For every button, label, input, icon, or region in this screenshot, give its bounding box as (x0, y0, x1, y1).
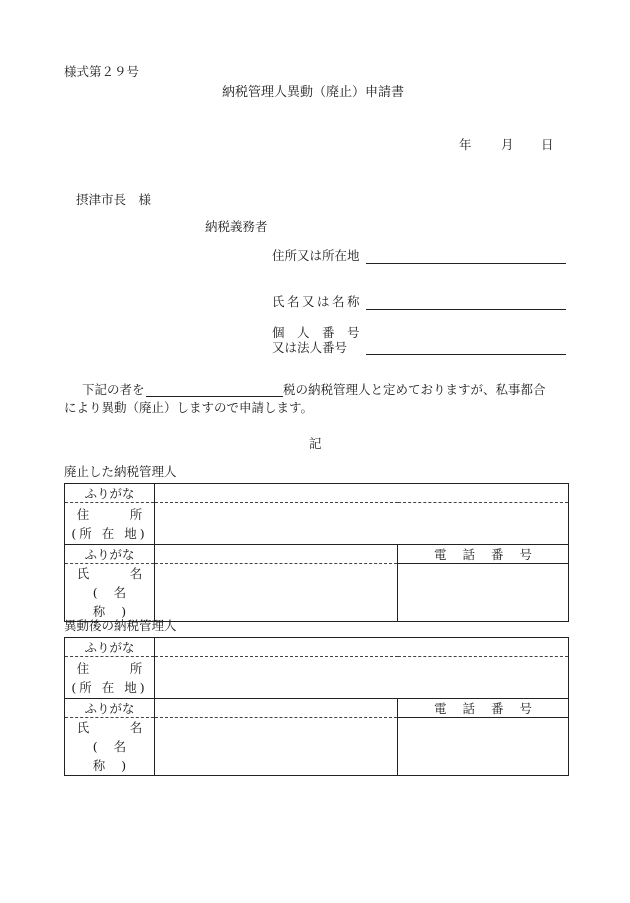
address-cell[interactable] (155, 657, 569, 699)
after-section-heading: 異動後の納税管理人 (64, 618, 177, 633)
taxpayer-number-field[interactable] (366, 354, 566, 355)
date-year: 年 (459, 137, 472, 152)
body-middle: 税の納税管理人と定めておりますが、私事都合 (283, 382, 546, 397)
tax-type-field[interactable] (146, 396, 283, 397)
phone-label (398, 545, 569, 564)
address-label-line2: (所 在 地) (71, 679, 148, 695)
name-furigana-cell[interactable] (155, 545, 398, 564)
furigana-label: ふりがな (65, 638, 155, 657)
body-prefix: 下記の者を (82, 382, 145, 397)
taxpayer-name-field[interactable] (366, 309, 566, 310)
abolished-manager-table (64, 483, 569, 622)
phone-label-text: 電話番号 (433, 547, 548, 562)
body-line2: により異動（廃止）しますので申請します。 (64, 400, 314, 415)
date-month: 月 (501, 137, 514, 152)
address-furigana-cell[interactable] (155, 638, 569, 657)
page-title: 納税管理人異動（廃止）申請書 (222, 85, 405, 100)
address-cell[interactable] (155, 503, 569, 545)
address-furigana-cell[interactable] (155, 484, 569, 503)
abolished-section-heading: 廃止した納税管理人 (64, 464, 177, 479)
address-label-line1: 住 所 (76, 660, 157, 676)
record-mark: 記 (309, 436, 322, 451)
name-cell[interactable] (155, 564, 398, 622)
taxpayer-heading: 納税義務者 (205, 219, 268, 234)
date-day: 日 (541, 137, 554, 152)
taxpayer-number-label-line2: 又は法人番号 (272, 340, 348, 355)
name-furigana-label: ふりがな (65, 699, 155, 718)
phone-cell[interactable] (398, 564, 569, 622)
phone-label-text: 電話番号 (433, 701, 548, 716)
addressee: 摂津市長 様 (76, 192, 152, 207)
name-label (65, 718, 171, 776)
taxpayer-number-label-line1: 個 人 番 号 (272, 325, 360, 340)
name-furigana-label: ふりがな (65, 545, 155, 564)
name-furigana-cell[interactable] (155, 699, 398, 718)
after-manager-table (64, 637, 569, 776)
name-label-line1: 氏 名 (76, 720, 157, 735)
name-cell[interactable] (155, 718, 398, 776)
taxpayer-address-field[interactable] (366, 263, 566, 264)
phone-cell[interactable] (398, 718, 569, 776)
address-label-line2: (所 在 地) (71, 525, 148, 541)
taxpayer-name-label: 氏名又は名称 (272, 294, 363, 309)
address-label-line1: 住 所 (76, 506, 157, 522)
form-number: 様式第２９号 (64, 64, 140, 79)
name-label-line2: (名 称) (92, 739, 171, 773)
address-label (65, 503, 155, 545)
address-label (65, 657, 155, 699)
name-label-line2: (名 称) (92, 585, 171, 619)
name-label (65, 564, 171, 622)
taxpayer-address-label: 住所又は所在地 (272, 248, 360, 263)
name-label-line1: 氏 名 (76, 566, 157, 581)
furigana-label: ふりがな (65, 484, 155, 503)
phone-label (398, 699, 569, 718)
